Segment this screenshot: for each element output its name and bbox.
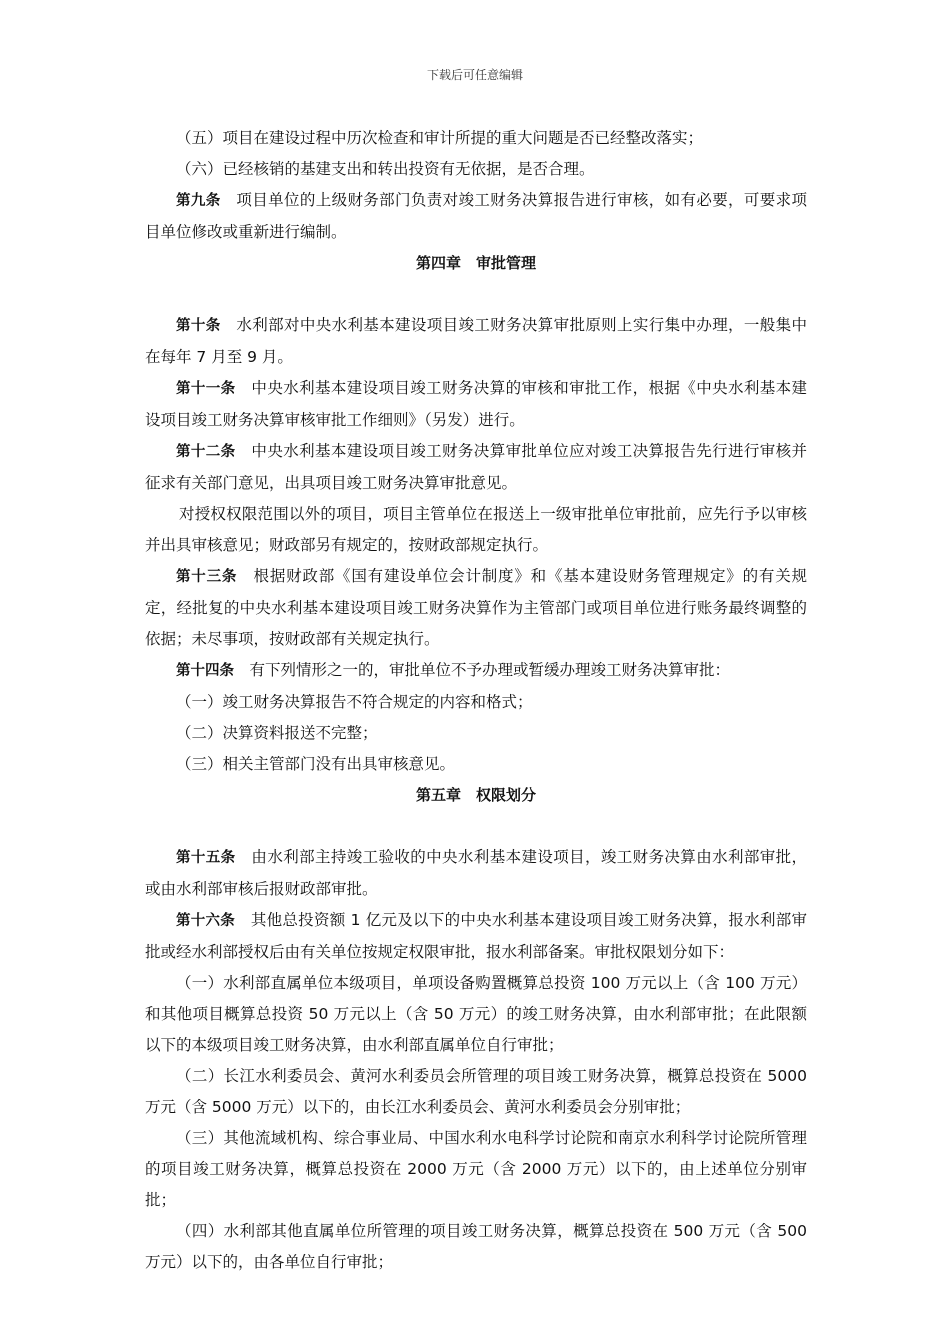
paragraph-text: （二）长江水利委员会、黄河水利委员会所管理的项目竣工财务决算，概算总投资在 5000 万元（含 5000 万元）以下的，由长江水利委员会、黄河水利委员会分别审批； <box>145 1067 807 1116</box>
paragraph <box>145 499 807 561</box>
article-label: 第九条 <box>176 193 221 209</box>
article-label: 第十一条 <box>176 381 236 397</box>
paragraph-text: 有下列情形之一的，审批单位不予办理或暂缓办理竣工财务决算审批： <box>234 661 731 679</box>
paragraph-text: （一）水利部直属单位本级项目，单项设备购置概算总投资 100 万元以上（含 100 万元）和其他项目概算总投资 50 万元以上（含 50 万元）的竣工财务决算，由水利部审批；在此限额以下的本级项目竣工财务决算，由水利部直属单位自行审批； <box>145 974 807 1054</box>
article-paragraph <box>145 655 807 687</box>
article-paragraph <box>145 842 807 905</box>
paragraph-text: 根据财政部《国有建设单位会计制度》和《基本建设财务管理规定》的有关规定，经批复的中央水利基本建设项目竣工财务决算作为主管部门或项目单位进行账务最终调整的依据；未尽事项，按财政部有关规定执行。 <box>145 567 807 648</box>
paragraph-text: （二）决算资料报送不完整； <box>176 724 378 742</box>
article-label: 第十条 <box>176 318 221 334</box>
paragraph-text: （三）相关主管部门没有出具审核意见。 <box>176 755 456 773</box>
paragraph-text: 由水利部主持竣工验收的中央水利基本建设项目，竣工财务决算由水利部审批，或由水利部审核后报财政部审批。 <box>145 848 807 898</box>
article-label: 第十五条 <box>176 850 236 866</box>
paragraph-text: 中央水利基本建设项目竣工财务决算的审核和审批工作，根据《中央水利基本建设项目竣工财务决算审核审批工作细则》（另发）进行。 <box>145 379 807 429</box>
document-body <box>145 123 807 1278</box>
paragraph-text: （五）项目在建设过程中历次检查和审计所提的重大问题是否已经整改落实； <box>176 129 704 147</box>
article-paragraph <box>145 373 807 436</box>
section-spacer <box>145 279 807 310</box>
article-label: 第十六条 <box>176 913 236 929</box>
paragraph-text: （一）竣工财务决算报告不符合规定的内容和格式； <box>176 693 533 711</box>
article-label: 第十三条 <box>176 569 238 585</box>
paragraph <box>145 1061 807 1123</box>
article-paragraph <box>145 905 807 968</box>
paragraph-text: （三）其他流域机构、综合事业局、中国水利水电科学讨论院和南京水利科学讨论院所管理的项目竣工财务决算，概算总投资在 2000 万元（含 2000 万元）以下的，由上述单位分别审批； <box>145 1129 807 1209</box>
paragraph-text: 对授权权限范围以外的项目，项目主管单位在报送上一级审批单位审批前，应先行予以审核并出具审核意见；财政部另有规定的，按财政部规定执行。 <box>145 505 807 554</box>
paragraph <box>145 154 807 185</box>
article-paragraph <box>145 310 807 373</box>
paragraph-text: 中央水利基本建设项目竣工财务决算审批单位应对竣工决算报告先行进行审核并征求有关部门意见，出具项目竣工财务决算审批意见。 <box>145 442 807 492</box>
chapter-heading: 第五章 权限划分 <box>415 786 536 804</box>
section-spacer <box>145 811 807 842</box>
paragraph <box>145 1216 807 1278</box>
article-paragraph <box>145 561 807 655</box>
paragraph <box>145 968 807 1061</box>
chapter-heading: 第四章 审批管理 <box>415 254 536 272</box>
article-paragraph <box>145 436 807 499</box>
paragraph <box>145 749 807 780</box>
paragraph <box>145 1123 807 1216</box>
paragraph <box>145 687 807 718</box>
paragraph <box>145 718 807 749</box>
article-label: 第十二条 <box>176 444 236 460</box>
article-label: 第十四条 <box>176 663 234 679</box>
paragraph-text: 其他总投资额 1 亿元及以下的中央水利基本建设项目竣工财务决算，报水利部审批或经水利部授权后由有关单位按规定权限审批，报水利部备案。审批权限划分如下： <box>145 911 807 961</box>
paragraph-text: 项目单位的上级财务部门负责对竣工财务决算报告进行审核，如有必要，可要求项目单位修改或重新进行编制。 <box>145 191 807 241</box>
page-header: 下载后可任意编辑 <box>426 68 523 82</box>
paragraph-text: （四）水利部其他直属单位所管理的项目竣工财务决算，概算总投资在 500 万元（含 500 万元）以下的，由各单位自行审批； <box>145 1222 807 1271</box>
paragraph <box>145 123 807 154</box>
article-paragraph <box>145 185 807 248</box>
paragraph-text: 水利部对中央水利基本建设项目竣工财务决算审批原则上实行集中办理，一般集中在每年 7 月至 9 月。 <box>145 316 807 366</box>
paragraph-text: （六）已经核销的基建支出和转出投资有无依据，是否合理。 <box>176 160 595 178</box>
